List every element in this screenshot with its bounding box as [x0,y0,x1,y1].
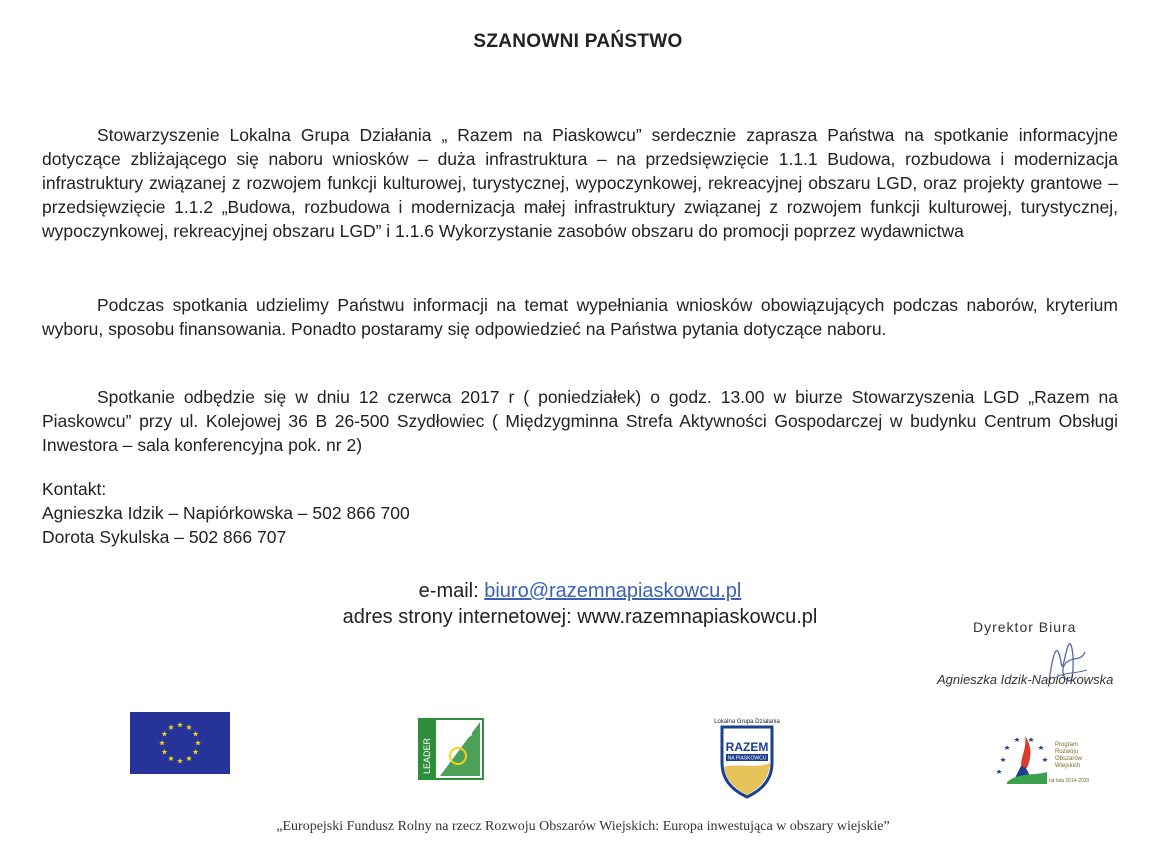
contact-block [42,477,410,549]
prow-text-1: Program [1055,742,1079,748]
leader-logo [418,718,484,780]
lgd-logo-main-text: RAZEM [725,740,769,754]
signature-title: Dyrektor Biura [973,619,1077,635]
prow-text-3: Obszarów [1055,756,1083,762]
leader-logo-text: LEADER [422,737,432,774]
paragraph-meeting-details: Spotkanie odbędzie się w dniu 12 czerwca 2017 r ( poniedziałek) o godz. 13.00 w biurze Stowarzyszenia LGD „Razem na Piaskowcu” przy ul. Kolejowej 36 B 26-500 Szydłowiec ( Międzygminna Strefa Aktywności Gospodarczej w budynku Centrum Obsługi Inwestora – sala konferencyjna pok. nr 2) [42,387,1118,455]
website-line [200,604,960,630]
lgd-logo-sub-text: NA PIASKOWCU [727,755,767,762]
lgd-logo-top-text: Lokalna Grupa Działania [714,719,780,725]
prow-text-4: Wiejskich [1055,763,1081,769]
paragraph-information: Podczas spotkania udzielimy Państwu informacji na temat wypełniania wniosków obowiązujących podczas naborów, kryterium wyboru, sposobu finansowania. Ponadto postaramy się odpowiedzieć na Państwa pytania dotyczące naboru. [42,295,1118,339]
eu-flag-logo [130,712,230,774]
website-label: adres strony internetowej: [342,606,572,628]
contact-person-2: Dorota Sykulska – 502 866 707 [42,527,287,547]
email-link[interactable]: biuro@razemnapiaskowcu.pl [484,580,742,602]
signature-name: Agnieszka Idzik-Napiórkowska [937,672,1114,687]
prow-text-5: na lata 2014-2020 [1049,778,1090,784]
lgd-razem-logo [712,715,782,799]
paragraph-invitation: Stowarzyszenie Lokalna Grupa Działania „ Razem na Piaskowcu” serdecznie zaprasza Państwa na spotkanie informacyjne dotyczące zbliżającego się naboru wniosków – duża infrastruktura – na przedsięwzięcie 1.1.1 Budowa, rozbudowa i modernizacja infrastruktury związanej z rozwojem funkcji kulturowej, turystycznej, wypoczynkowej, rekreacyjnej obszaru LGD, oraz projekty grantowe – przedsięwzięcie 1.1.2 „Budowa, rozbudowa i modernizacja małej infrastruktury związanej z rozwojem funkcji kulturowej, turystycznej, wypoczynkowej, rekreacyjnej obszaru LGD” i 1.1.6 Wykorzystanie zasobów obszaru do promocji poprzez wydawnictwa [42,125,1118,241]
footer-slogan: „Europejski Fundusz Rolny na rzecz Rozwoju Obszarów Wiejskich: Europa inwestująca w obszary wiejskie” [276,819,890,834]
website-url[interactable]: www.razemnapiaskowcu.pl [577,606,818,628]
page-title: SZANOWNI PAŃSTWO [473,31,683,52]
prow-text-2: Rozwoju [1055,749,1079,755]
web-contact [200,578,960,630]
svg-text:Program Rozwoju Obszar [1049,742,1090,784]
email-line [200,578,960,604]
contact-label: Kontakt: [42,479,107,499]
email-label: e-mail: [418,580,479,602]
prow-logo [985,722,1105,788]
contact-person-1: Agnieszka Idzik – Napiórkowska – 502 866 700 [42,503,410,523]
